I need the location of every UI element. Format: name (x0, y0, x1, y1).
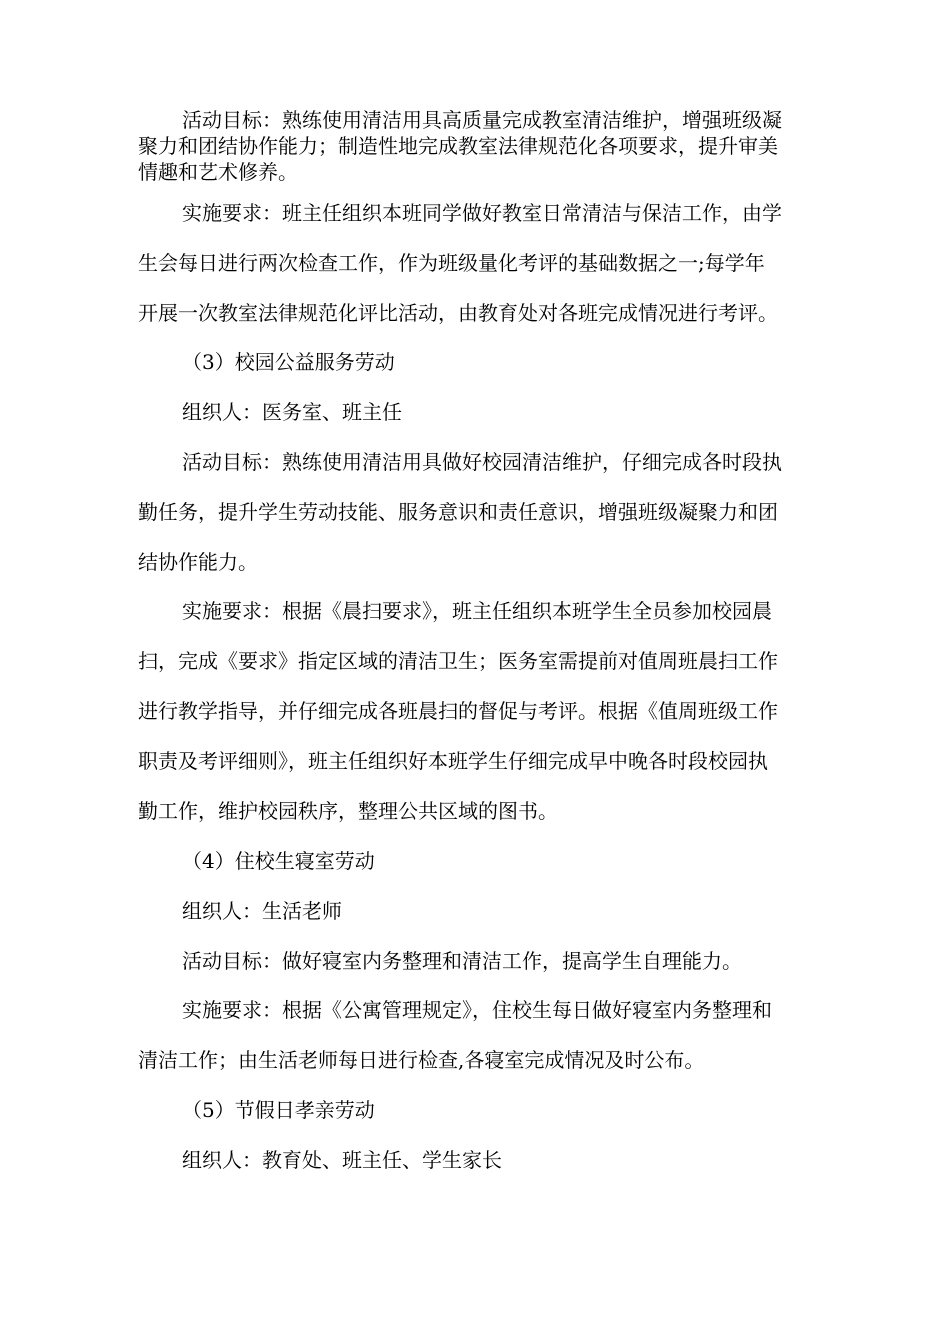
text-line: 进行教学指导，并仔细完成各班晨扫的督促与考评。根据《值周班级工作 (138, 699, 778, 723)
section-heading-dorm (138, 836, 826, 886)
text-line: 清洁工作；由生活老师每日进行检查,各寝室完成情况及时公布。 (138, 1048, 705, 1072)
text-line: 实施要求：根据《公寓管理规定》，住校生每日做好寝室内务整理和 (182, 998, 772, 1022)
text-line: 扫，完成《要求》指定区域的清洁卫生；医务室需提前对值周班晨扫工作 (138, 649, 778, 673)
text-line: 结协作能力。 (138, 550, 258, 574)
paragraph-dorm-goal (138, 936, 826, 986)
text-line: 活动目标：熟练使用清洁用具做好校园清洁维护，仔细完成各时段执 (182, 450, 782, 474)
paragraph-campus-goal (138, 437, 826, 587)
text-line: 聚力和团结协作能力；制造性地完成教室法律规范化各项要求，提升审美 (138, 134, 778, 158)
paragraph-dorm-organizer (138, 886, 826, 936)
text-line: 活动目标：熟练使用清洁用具高质量完成教室清洁维护，增强班级凝 (182, 108, 782, 132)
text-line: 实施要求：班主任组织本班同学做好教室日常清洁与保洁工作，由学 (182, 201, 782, 225)
text-line: 组织人：教育处、班主任、学生家长 (182, 1148, 502, 1172)
paragraph-classroom-goal (138, 107, 826, 185)
text-line: 开展一次教室法律规范化评比活动，由教育处对各班完成情况进行考评。 (138, 301, 778, 325)
text-line: 活动目标：做好寝室内务整理和清洁工作，提高学生自理能力。 (182, 949, 742, 973)
text-line: 勤任务，提升学生劳动技能、服务意识和责任意识，增强班级凝聚力和团 (138, 500, 778, 524)
text-line: 组织人：医务室、班主任 (182, 400, 402, 424)
paragraph-campus-organizer (138, 387, 826, 437)
text-line: 情趣和艺术修养。 (138, 160, 298, 184)
section-heading-holiday (138, 1085, 826, 1135)
paragraph-campus-requirement (138, 586, 826, 836)
text-line: 组织人：生活老师 (182, 899, 342, 923)
text-line: 实施要求：根据《晨扫要求》，班主任组织本班学生全员参加校园晨 (182, 599, 772, 623)
text-line: 勤工作，维护校园秩序，整理公共区域的图书。 (138, 799, 558, 823)
paragraph-classroom-requirement (138, 188, 826, 338)
paragraph-holiday-organizer (138, 1135, 826, 1185)
section-heading-campus-service (138, 337, 826, 387)
text-line: （4）住校生寝室劳动 (182, 849, 375, 873)
text-line: （3）校园公益服务劳动 (182, 350, 395, 374)
text-line: （5）节假日孝亲劳动 (182, 1098, 375, 1122)
paragraph-dorm-requirement (138, 985, 826, 1085)
text-line: 生会每日进行两次检查工作，作为班级量化考评的基础数据之一;每学年 (138, 251, 765, 275)
text-line: 职责及考评细则》，班主任组织好本班学生仔细完成早中晚各时段校园执 (138, 749, 768, 773)
